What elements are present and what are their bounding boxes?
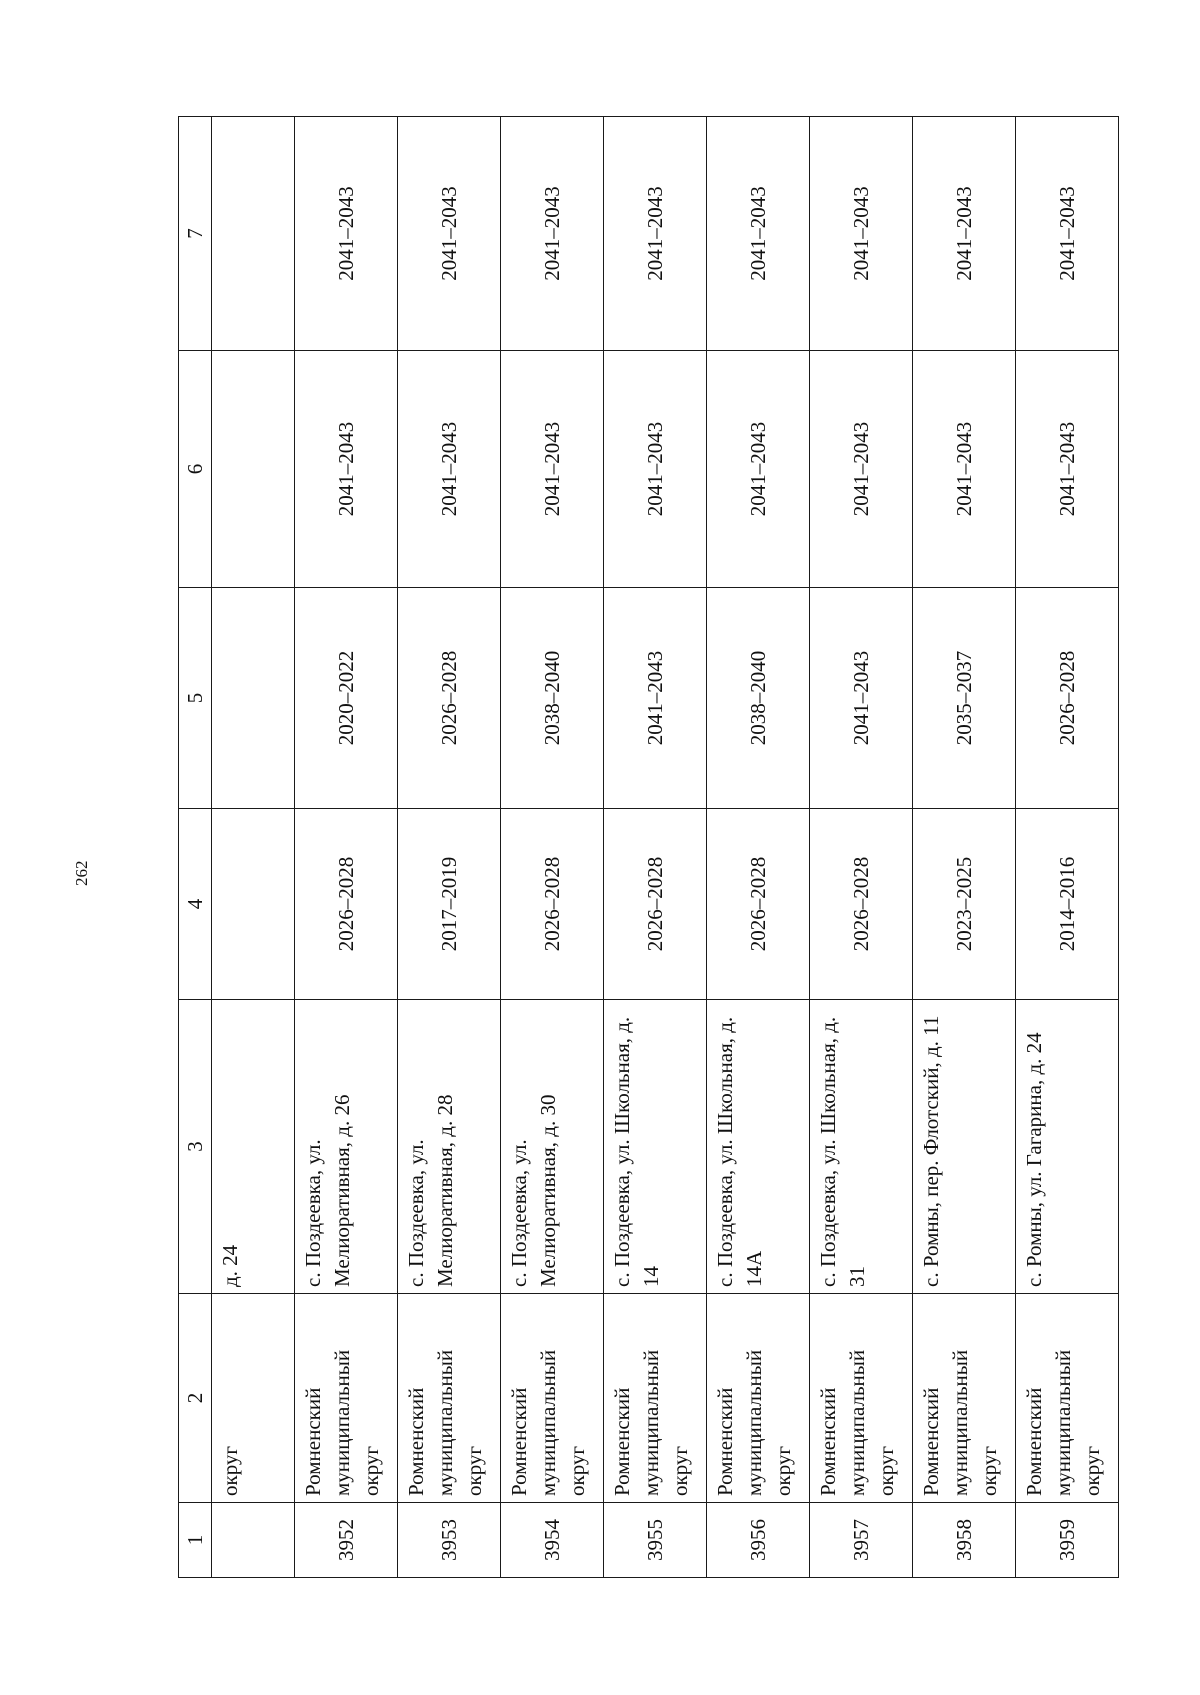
period-cell: 2041–2043 [398, 117, 501, 351]
table-row [913, 117, 1016, 1578]
row-number-cell: 3959 [1016, 1503, 1119, 1578]
table-row [295, 117, 398, 1578]
period-cell: 2041–2043 [1016, 351, 1119, 588]
rotated-table-container [178, 117, 1118, 1578]
municipality-cell: Ромненский муниципальный округ [295, 1294, 398, 1503]
municipality-cell: Ромненский муниципальный округ [1016, 1294, 1119, 1503]
row-number-cell: 3956 [707, 1503, 810, 1578]
period-cell: 2041–2043 [810, 588, 913, 809]
period-cell: 2041–2043 [810, 351, 913, 588]
column-header: 1 [179, 1503, 212, 1578]
column-header: 6 [179, 351, 212, 588]
row-number-cell: 3952 [295, 1503, 398, 1578]
period-cell: 2041–2043 [707, 351, 810, 588]
row-number-cell: 3953 [398, 1503, 501, 1578]
housing-repair-schedule-table [178, 116, 1119, 1578]
address-cell: с. Ромны, пер. Флотский, д. 11 [913, 1000, 1016, 1294]
period-cell: 2041–2043 [1016, 117, 1119, 351]
period-cell: 2026–2028 [295, 809, 398, 1000]
period-cell: 2017–2019 [398, 809, 501, 1000]
column-number-header-row [179, 117, 212, 1578]
row-number-cell: 3955 [604, 1503, 707, 1578]
period-cell: 2041–2043 [604, 351, 707, 588]
table-cell [212, 1503, 295, 1578]
municipality-cell: Ромненский муниципальный округ [707, 1294, 810, 1503]
row-number-cell: 3958 [913, 1503, 1016, 1578]
period-cell: 2038–2040 [707, 588, 810, 809]
column-header: 5 [179, 588, 212, 809]
period-cell: 2026–2028 [810, 809, 913, 1000]
period-cell: 2041–2043 [604, 117, 707, 351]
municipality-cell: Ромненский муниципальный округ [604, 1294, 707, 1503]
table-cell [212, 351, 295, 588]
period-cell: 2041–2043 [501, 351, 604, 588]
period-cell: 2041–2043 [913, 351, 1016, 588]
municipality-cell: Ромненский муниципальный округ [913, 1294, 1016, 1503]
row-number-cell: 3954 [501, 1503, 604, 1578]
table-cell: округ [212, 1294, 295, 1503]
table-row [707, 117, 810, 1578]
period-cell: 2026–2028 [398, 588, 501, 809]
table-cell [212, 117, 295, 351]
municipality-cell: Ромненский муниципальный округ [810, 1294, 913, 1503]
address-cell: с. Поздеевка, ул. Школьная, д. 14А [707, 1000, 810, 1294]
page-number: 262 [72, 860, 91, 886]
table-row [501, 117, 604, 1578]
table-cell: д. 24 [212, 1000, 295, 1294]
period-cell: 2020–2022 [295, 588, 398, 809]
row-number-cell: 3957 [810, 1503, 913, 1578]
period-cell: 2041–2043 [707, 117, 810, 351]
table-row [604, 117, 707, 1578]
table-cell [212, 809, 295, 1000]
period-cell: 2041–2043 [398, 351, 501, 588]
period-cell: 2038–2040 [501, 588, 604, 809]
column-header: 3 [179, 1000, 212, 1294]
period-cell: 2026–2028 [501, 809, 604, 1000]
period-cell: 2041–2043 [295, 351, 398, 588]
table-row [398, 117, 501, 1578]
table-row [810, 117, 913, 1578]
column-header: 4 [179, 809, 212, 1000]
period-cell: 2026–2028 [1016, 588, 1119, 809]
period-cell: 2026–2028 [604, 809, 707, 1000]
column-header: 2 [179, 1294, 212, 1503]
address-cell: с. Поздеевка, ул. Школьная, д. 31 [810, 1000, 913, 1294]
period-cell: 2041–2043 [295, 117, 398, 351]
address-cell: с. Поздеевка, ул. Школьная, д. 14 [604, 1000, 707, 1294]
address-cell: с. Поздеевка, ул. Мелиоративная, д. 26 [295, 1000, 398, 1294]
column-header: 7 [179, 117, 212, 351]
address-cell: с. Ромны, ул. Гагарина, д. 24 [1016, 1000, 1119, 1294]
table-cell [212, 588, 295, 809]
address-cell: с. Поздеевка, ул. Мелиоративная, д. 28 [398, 1000, 501, 1294]
address-cell: с. Поздеевка, ул. Мелиоративная, д. 30 [501, 1000, 604, 1294]
municipality-cell: Ромненский муниципальный округ [501, 1294, 604, 1503]
period-cell: 2041–2043 [501, 117, 604, 351]
period-cell: 2041–2043 [810, 117, 913, 351]
period-cell: 2014–2016 [1016, 809, 1119, 1000]
period-cell: 2026–2028 [707, 809, 810, 1000]
municipality-cell: Ромненский муниципальный округ [398, 1294, 501, 1503]
continuation-row [212, 117, 295, 1578]
table-row [1016, 117, 1119, 1578]
period-cell: 2023–2025 [913, 809, 1016, 1000]
period-cell: 2035–2037 [913, 588, 1016, 809]
period-cell: 2041–2043 [913, 117, 1016, 351]
period-cell: 2041–2043 [604, 588, 707, 809]
